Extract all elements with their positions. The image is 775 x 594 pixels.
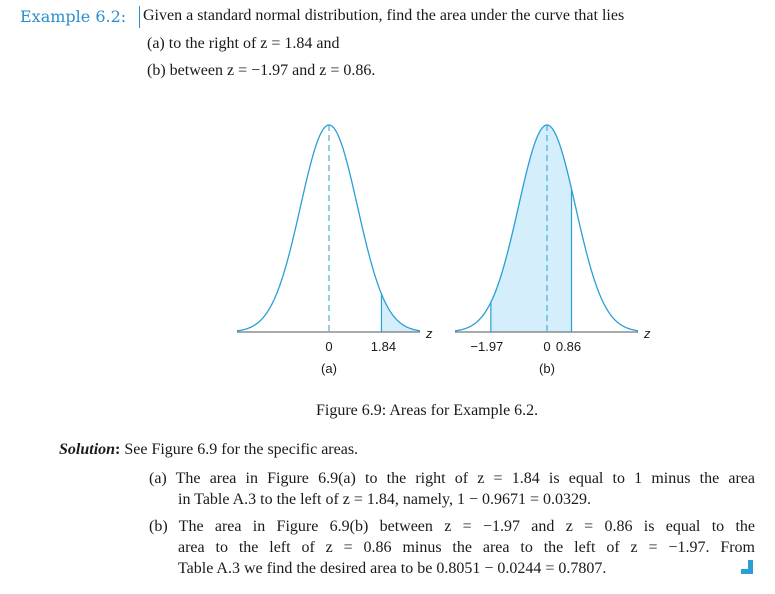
solution-intro: See Figure 6.9 for the specific areas.	[124, 441, 359, 458]
panel-a-tick-1.84: 1.84	[370, 339, 397, 354]
panel-b-label: (b)	[539, 361, 555, 376]
panel-b-tick-0.86: 0.86	[555, 339, 582, 354]
solution-part-b-line-1: (b) The area in Figure 6.9(b) between z = −1.97 and z = 0.86 is equal to the	[149, 518, 755, 535]
example-part-b: (b) between z = −1.97 and z = 0.86.	[147, 62, 376, 79]
panel-b-tick-0: 0	[543, 339, 551, 354]
panel-a-curve	[237, 125, 420, 331]
panel-b-normal-curve	[455, 125, 651, 376]
panel-b-axis-label: z	[644, 326, 651, 341]
solution-part-b	[149, 516, 755, 579]
figure-caption: Figure 6.9: Areas for Example 6.2.	[316, 402, 539, 419]
example-statement: Given a standard normal distribution, find the area under the curve that lies	[143, 7, 625, 24]
solution-part-a	[149, 468, 755, 510]
panel-a-axis-label: z	[426, 326, 433, 341]
solution-heading: Solution: See Figure 6.9 for the specific areas.	[59, 441, 359, 458]
panel-b-tick-neg1.97: −1.97	[470, 339, 504, 354]
solution-part-a-line-1: (a) The area in Figure 6.9(a) to the right of z = 1.84 is equal to 1 minus the area	[149, 470, 755, 487]
example-part-a: (a) to the right of z = 1.84 and	[147, 35, 340, 52]
panel-a-label: (a)	[321, 361, 337, 376]
example-label: Example 6.2:	[20, 7, 127, 26]
panel-a-shaded-area	[381, 294, 420, 332]
solution-part-b-line-3: Table A.3 we find the desired area to be 0.8051 − 0.0244 = 0.7807.	[178, 560, 607, 577]
solution-label: Solution	[59, 441, 116, 458]
solution-part-a-line-2: in Table A.3 to the left of z = 1.84, namely, 1 − 0.9671 = 0.0329.	[178, 491, 591, 508]
panel-a-tick-0: 0	[325, 339, 333, 354]
solution-part-b-line-2: area to the left of z = 0.86 minus the area to the left of z = −1.97. From	[178, 539, 755, 556]
qed-mark-icon	[741, 560, 753, 574]
panel-a-normal-curve	[237, 125, 433, 376]
